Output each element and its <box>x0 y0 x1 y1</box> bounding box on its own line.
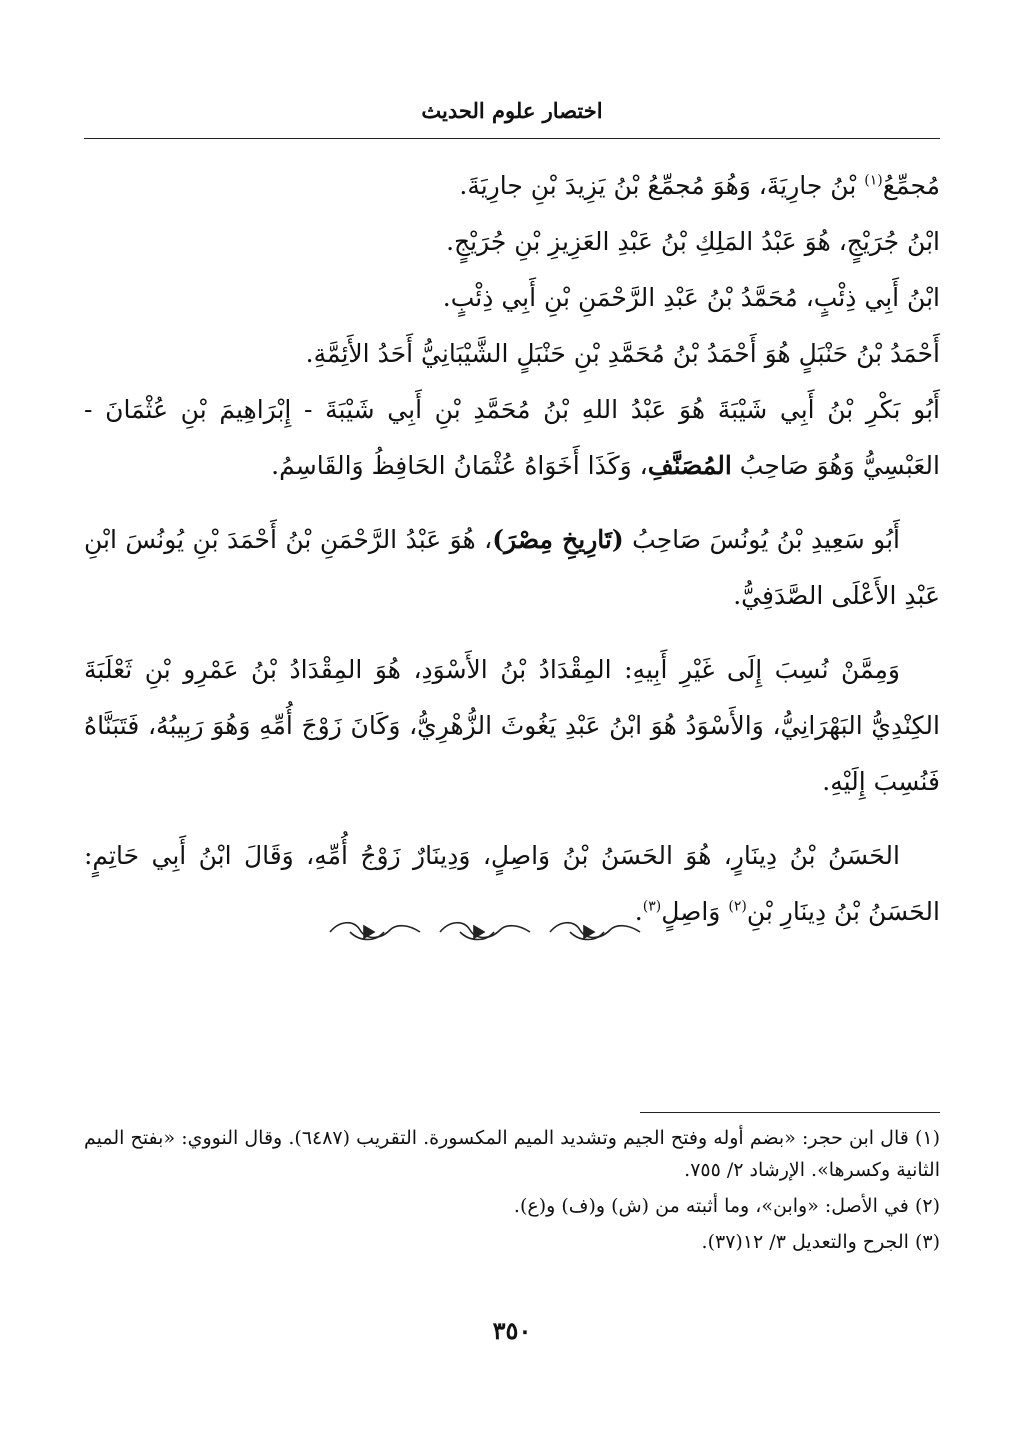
footnote-1 <box>84 1122 940 1186</box>
footnote-number: (١) <box>914 1127 940 1149</box>
paragraph-miqdad: وَمِمَّنْ نُسِبَ إِلَى غَيْرِ أَبِيهِ: المِقْدَادُ بْنُ الأَسْوَدِ، هُوَ المِقْدَادُ بْنُ عَمْرِو بْنِ ثَعْلَبَةَ الكِنْدِيُّ البَهْرَانِيُّ، وَالأَسْوَدُ هُوَ ابْنُ عَبْدِ يَغُوثَ الزُّهْرِيُّ، وَكَانَ زَوْجَ أُمِّهِ وَهُوَ رَبِيبُهُ، فَتَبَنَّاهُ فَنُسِبَ إِلَيْهِ. <box>84 655 940 796</box>
paragraph-text: ، هُوَ عَبْدُ الرَّحْمَنِ بْنُ أَحْمَدَ بْنِ يُونُسَ ابْنِ عَبْدِ الأَعْلَى الصَّدَفِيُّ. <box>84 525 940 610</box>
book-title: (تَارِيخِ مِصْرَ) <box>492 525 624 554</box>
paragraph-abu-said <box>84 512 940 624</box>
footnote-mark: (٢) <box>728 898 747 915</box>
footnote-2 <box>84 1190 940 1222</box>
flourish-icon <box>550 923 640 940</box>
paragraph-text: أَبُو سَعِيدِ بْنُ يُونُسَ صَاحِبُ <box>623 525 900 554</box>
entry-abu-bakr-ibn-abi-shayba <box>84 382 940 494</box>
running-head: اختصار علوم الحديث <box>421 98 603 123</box>
entry-text: أَبُو بَكْرِ بْنُ أَبِي شَيْبَةَ هُوَ عَبْدُ اللهِ بْنُ مُحَمَّدِ بْنِ أَبِي شَيْبَةَ - إِبْرَاهِيمَ بْنِ عُثْمَانَ - العَبْسِيُّ وَهُوَ صَاحِبُ <box>84 395 940 480</box>
page-number: ٣٥٠ <box>492 1316 532 1345</box>
entry-ibn-abi-dhib: ابْنُ أَبِي ذِئْبٍ، مُحَمَّدُ بْنُ عَبْدِ الرَّحْمَنِ بْنِ أَبِي ذِئْبٍ. <box>442 283 940 312</box>
entry-ibn-jurayj: ابْنُ جُرَيْجٍ، هُوَ عَبْدُ المَلِكِ بْنُ عَبْدِ العَزِيزِ بْنِ جُرَيْجٍ. <box>446 227 940 256</box>
footnotes <box>84 1122 940 1262</box>
main-text <box>84 158 940 940</box>
flourish-icon <box>440 923 530 940</box>
entry-text: بْنُ جارِيَةَ، وَهُوَ مُجمِّعُ بْنُ يَزِيدَ بْنِ جارِيَةَ. <box>459 171 865 200</box>
paragraph-text: . <box>634 897 643 926</box>
paragraph-text: وَاصِلٍ <box>661 897 729 926</box>
entry-ahmad-ibn-hanbal: أَحْمَدُ بْنُ حَنْبَلٍ هُوَ أَحْمَدُ بْنُ مُحَمَّدِ بْنِ حَنْبَلٍ الشَّيْبَانِيُّ أَحَدُ الأَئِمَّةِ. <box>305 339 940 368</box>
footnote-text: قال ابن حجر: «بضم أوله وفتح الجيم وتشديد الميم المكسورة. التقريب (٦٤٨٧). وقال النووي: «بفتح الميم الثانية وكسرها». الإرشاد ٢/ ٧٥٥. <box>84 1127 940 1181</box>
paragraph-text: الحَسَنُ بْنُ دِينَارٍ، هُوَ الحَسَنُ بْنُ وَاصِلٍ، وَدِينَارٌ زَوْجُ أُمِّهِ، وَقَالَ ابْنُ أَبِي حَاتِمٍ: الحَسَنُ بْنُ دِينَارِ بْنِ <box>84 841 940 926</box>
entry-text: ، وَكَذَا أَخَوَاهُ عُثْمَانُ الحَافِظُ وَالقَاسِمُ. <box>271 451 648 480</box>
footnote-text: في الأصل: «وابن»، وما أثبته من (ش) و(ف) و(ع). <box>513 1195 909 1217</box>
footnote-text: الجرح والتعديل ٣/ ١٢(٣٧). <box>701 1231 909 1253</box>
footnote-number: (٢) <box>914 1195 940 1217</box>
entry-text: مُجمِّعُ <box>882 171 940 200</box>
header-rule <box>84 138 940 139</box>
ornament-divider <box>0 912 1024 952</box>
flourish-icon <box>330 923 420 940</box>
entry-mujammi <box>84 158 940 214</box>
footnote-rule <box>640 1112 940 1113</box>
footnote-mark: (٣) <box>642 898 662 915</box>
footnote-number: (٣) <box>914 1231 940 1253</box>
book-title: المُصَنَّفِ <box>647 451 732 480</box>
footnote-mark: (١) <box>864 172 883 189</box>
footnote-3 <box>84 1226 940 1258</box>
